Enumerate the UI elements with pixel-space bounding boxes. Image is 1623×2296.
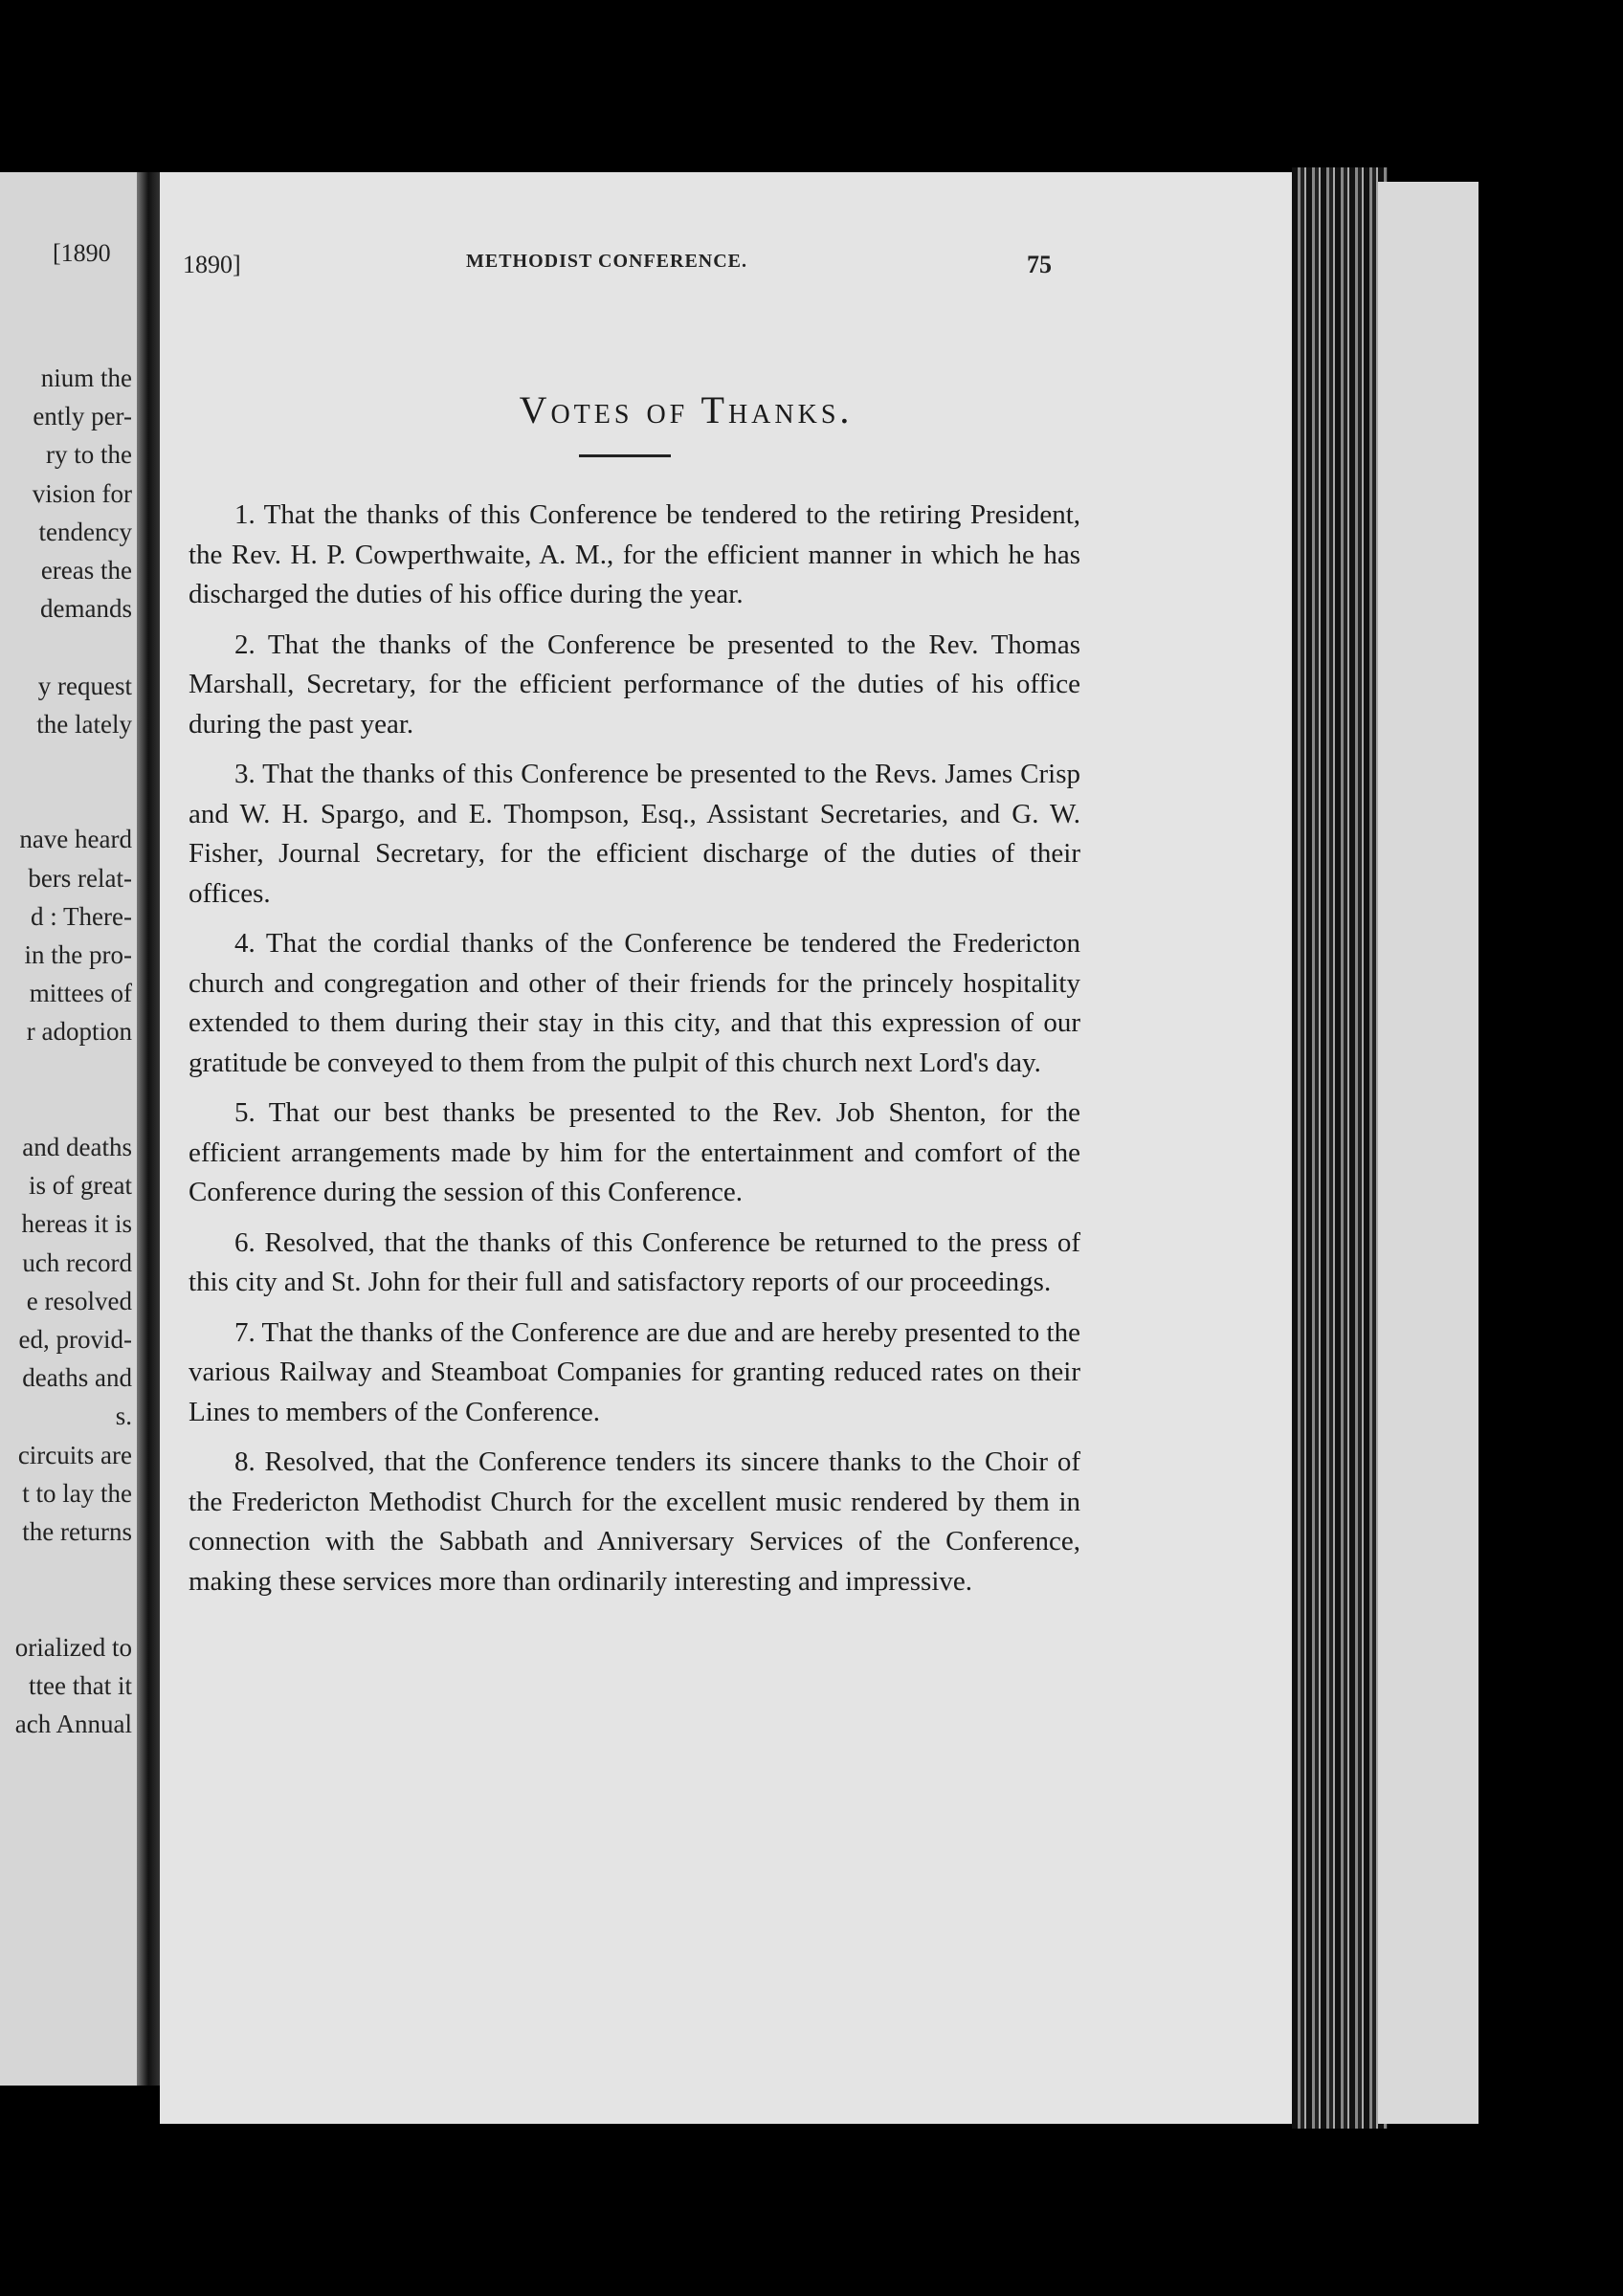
facing-page-line: the returns (22, 1517, 132, 1546)
paragraph-6: 6. Resolved, that the thanks of this Conference be returned to the press of this city and St. John for their full and satisfactory reports of our proceedings. (189, 1226, 1080, 1297)
facing-page-line: ently per- (33, 402, 132, 431)
next-sheet (1378, 182, 1478, 2124)
facing-page-line: mittees of (29, 979, 132, 1008)
facing-page-line: t to lay the (22, 1478, 132, 1508)
facing-page-line: demands (40, 594, 132, 624)
facing-page-line: uch record (22, 1247, 132, 1277)
facing-page-line: and deaths (22, 1133, 132, 1161)
facing-page-line: y request (37, 671, 132, 700)
page-edges (1292, 167, 1388, 2129)
facing-page-line: r adoption (26, 1017, 132, 1047)
facing-page-line: bers relat- (28, 863, 132, 893)
paragraph-1: 1. That the thanks of this Conference be tendered to the retiring President, the Rev. H. P. Cowperthwaite, A. M., for the efficient manner in which he has discharged the duties of his office during the year. (189, 499, 1080, 609)
facing-page-line: ereas the (40, 556, 132, 585)
title-rule (579, 454, 671, 457)
running-head-year: 1890] (183, 251, 241, 278)
paragraph-8: 8. Resolved, that the Conference tenders its sincere thanks to the Choir of the Fredericton Methodist Church for the excellent music rendered by them in connection with the Sabbath and Anniversary Services of the Conference, making these services more than ordinarily interesting and impressive. (189, 1446, 1080, 1597)
facing-page-line: ed, provid- (18, 1325, 132, 1354)
page (160, 172, 1308, 2124)
facing-page-line: ach Annual (14, 1710, 132, 1738)
facing-page-line: in the pro- (24, 940, 132, 969)
facing-page-line: nave heard (19, 825, 132, 854)
facing-page-line: the lately (36, 709, 132, 739)
body-text (189, 496, 1080, 1612)
paragraph-3: 3. That the thanks of this Conference be presented to the Revs. James Crisp and W. H. Spargo, and E. Thompson, Esq., Assistant Secretaries, and G. W. Fisher, Journal Secretary, for the efficient discharge of the duties of their offices. (189, 759, 1080, 909)
facing-page-line: circuits are (17, 1440, 132, 1469)
paragraph-7: 7. That the thanks of the Conference are due and are hereby presented to the various Railway and Steamboat Companies for granting reduced rates on their Lines to members of the Conference. (189, 1316, 1080, 1427)
facing-page-header: [1890 (53, 239, 111, 267)
facing-page-line: tendency (38, 517, 132, 546)
page-number: 75 (1027, 251, 1052, 278)
facing-page-line: nium the (40, 364, 132, 392)
facing-page-line: s. (115, 1402, 132, 1431)
facing-page-line: deaths and (22, 1363, 132, 1393)
facing-page-line: vision for (32, 478, 132, 508)
paragraph-2: 2. That the thanks of the Conference be presented to the Rev. Thomas Marshall, Secretary, for the efficient performance of the duties of his office during the past year. (189, 629, 1080, 740)
paragraph-4: 4. That the cordial thanks of the Conference be tendered the Fredericton church and congregation and other of their friends for the princely hospitality extended to them during their stay in this city, and that this expression of our gratitude be conveyed to them from the pulpit of this church next Lord's day. (189, 928, 1080, 1078)
facing-page-line: e resolved (26, 1286, 132, 1315)
paragraph-5: 5. That our best thanks be presented to the Rev. Job Shenton, for the efficient arrangements made by him for the entertainment and comfort of the Conference during the session of this Conference. (189, 1097, 1080, 1207)
facing-page-line: ttee that it (29, 1670, 132, 1700)
section-title: Votes of Thanks. (519, 388, 854, 431)
book-gutter (137, 172, 160, 2086)
facing-page-line: d : There- (31, 901, 132, 931)
facing-page-line: orialized to (14, 1632, 132, 1662)
running-head-title: METHODIST CONFERENCE. (466, 251, 748, 272)
facing-page (0, 172, 144, 2086)
facing-page-line: ry to the (46, 440, 132, 470)
facing-page-line: is of great (29, 1171, 132, 1201)
facing-page-line: hereas it is (21, 1209, 132, 1239)
